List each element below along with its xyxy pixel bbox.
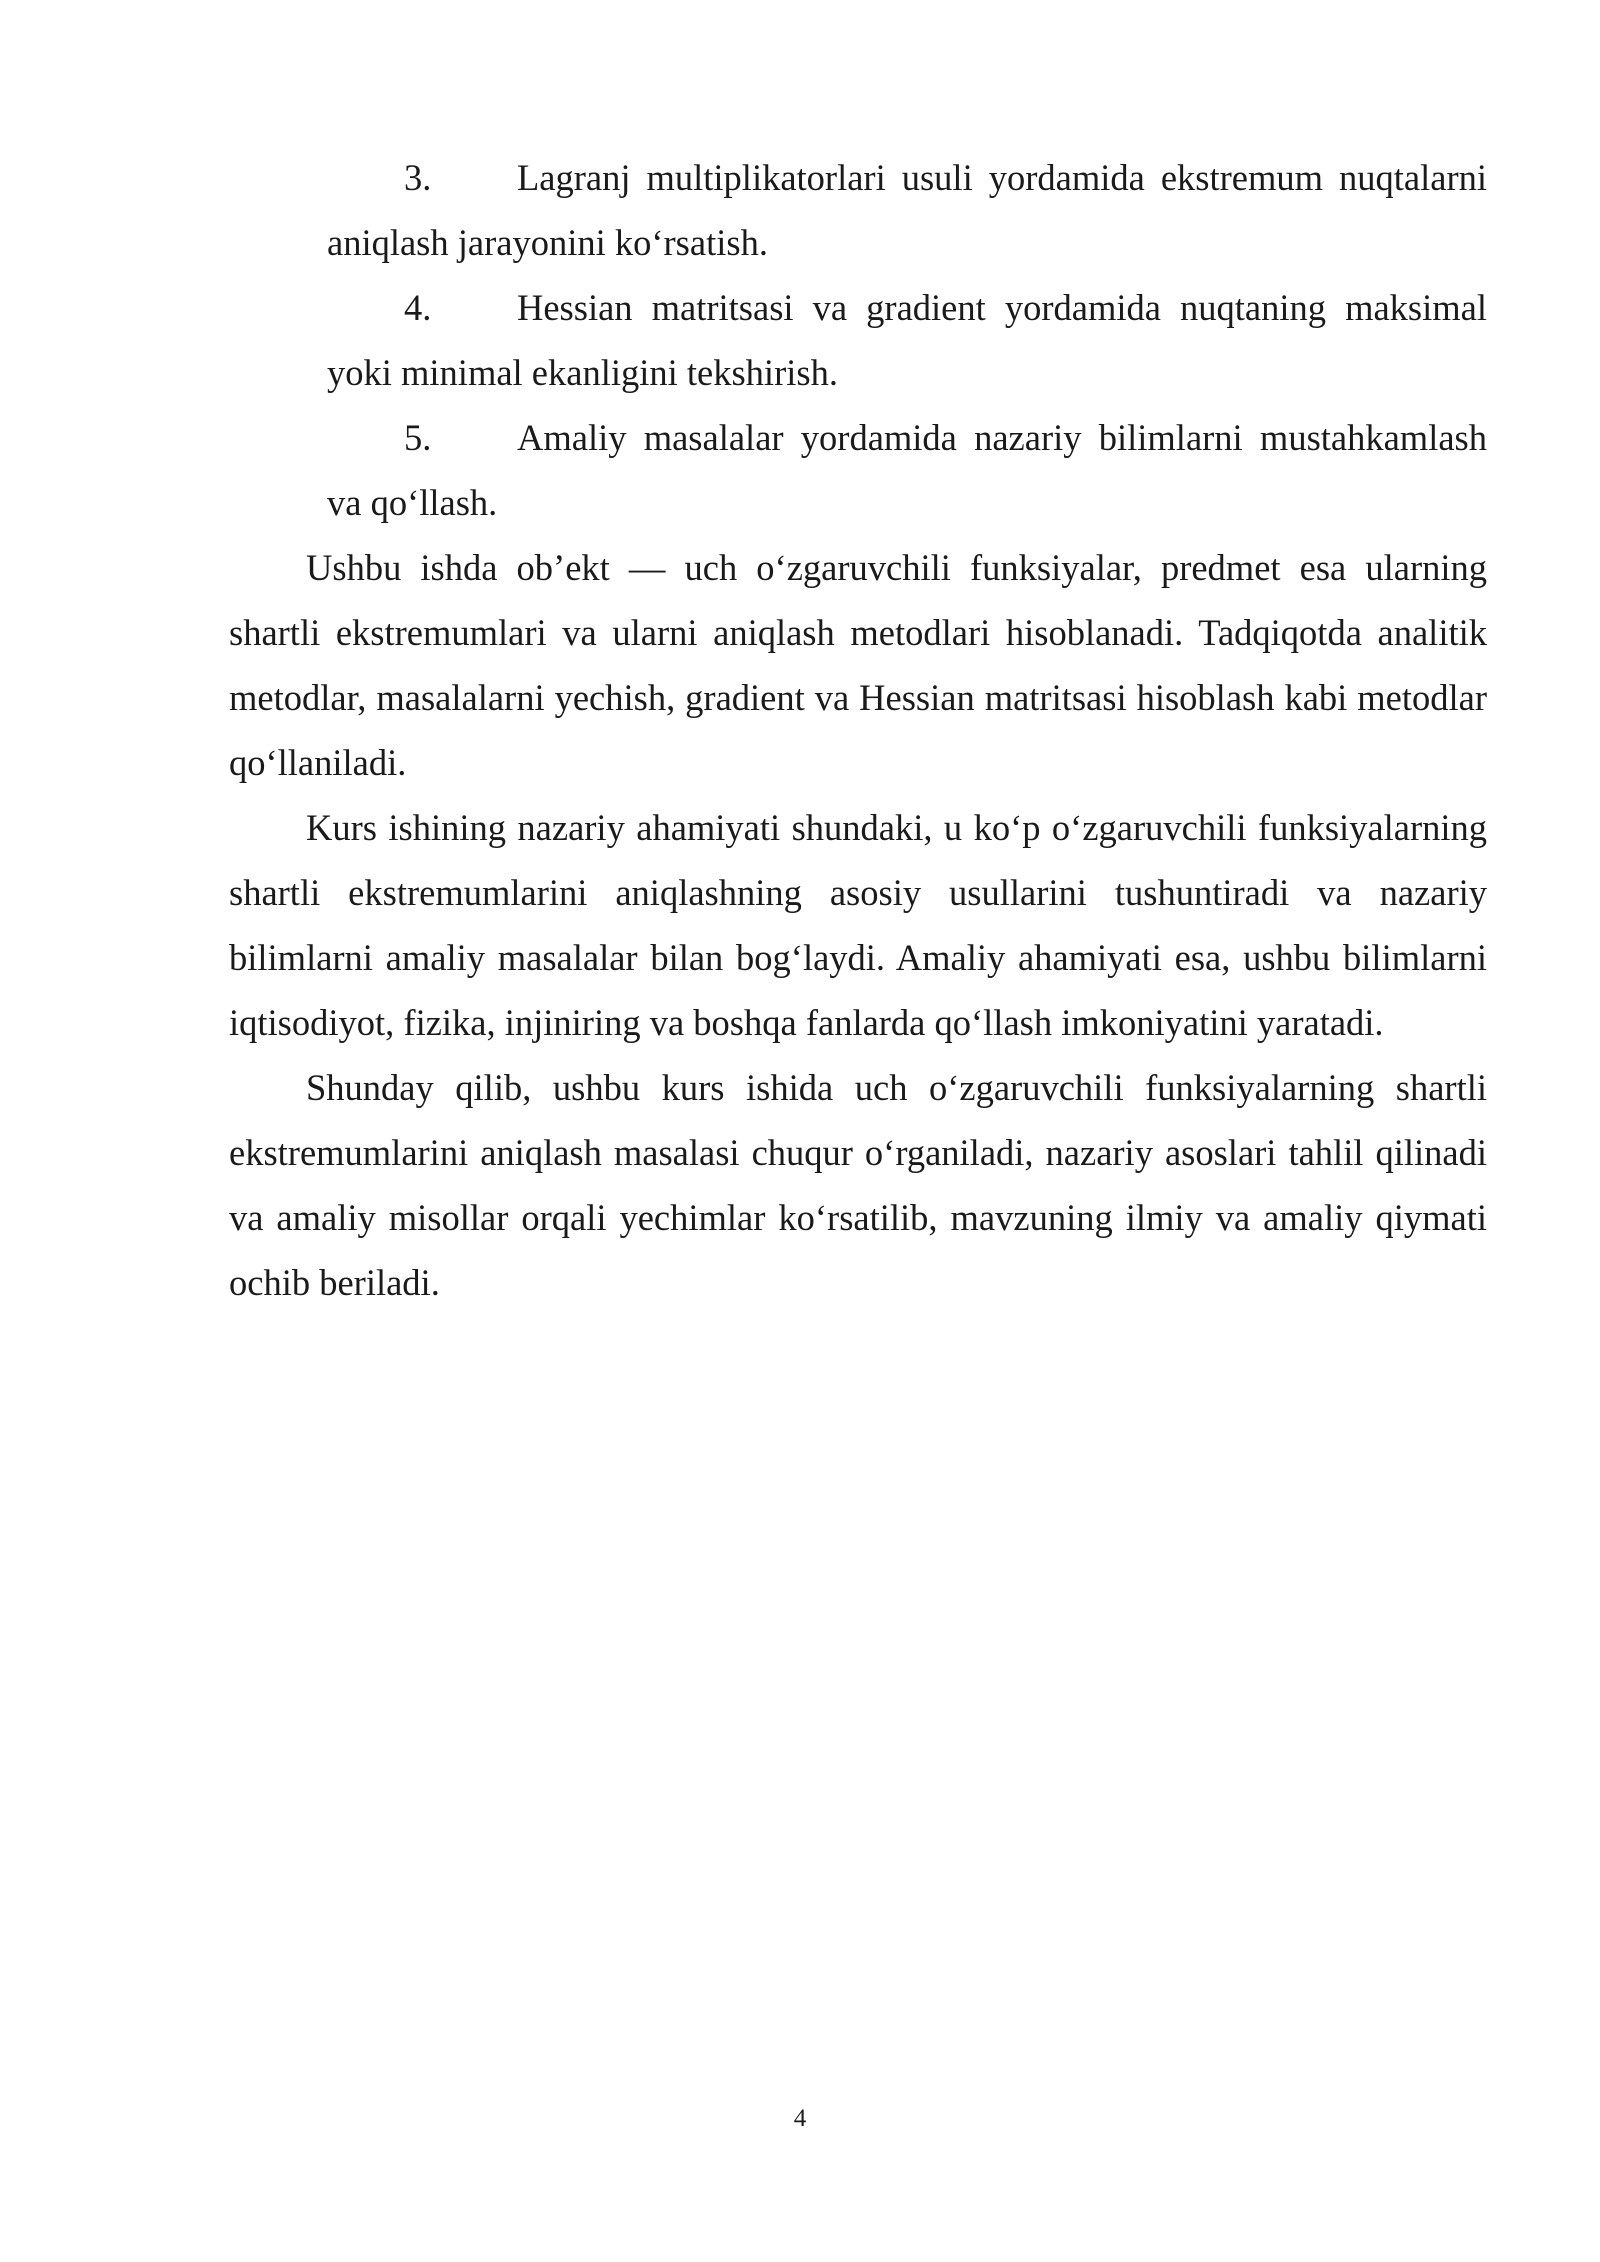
page-body — [229, 145, 1487, 1315]
list-item-number: 5. — [404, 417, 432, 458]
paragraph-conclusion: Shunday qilib, ushbu kurs ishida uch o‘zgaruvchili funksiyalarning shartli ekstremumlarini aniqlash masalasi chuqur o‘rganiladi, nazariy asoslari tahlil qilinadi va amaliy misollar orqali yechimlar ko‘rsatilib, mavzuning ilmiy va amaliy qiymati ochib beriladi. — [229, 1067, 1487, 1303]
paragraph-object-subject: Ushbu ishda ob’ekt — uch o‘zgaruvchili funksiyalar, predmet esa ularning shartli ekstremumlari va ularni aniqlash metodlari hisoblanadi. Tadqiqotda analitik metodlar, masalalarni yechish, gradient va Hessian matritsasi hisoblash kabi metodlar qo‘llaniladi. — [229, 547, 1487, 783]
list-item-continuation: va qo‘llash. — [327, 482, 498, 523]
numbered-list-item-4 — [229, 275, 1487, 405]
list-item-first-line — [327, 145, 1487, 210]
list-item-continuation: aniqlash jarayonini ko‘rsatish. — [327, 222, 768, 263]
page-number: 4 — [793, 2105, 807, 2132]
paragraph-significance: Kurs ishining nazariy ahamiyati shundaki, u ko‘p o‘zgaruvchili funksiyalarning shartli ekstremumlarini aniqlashning asosiy usullarini tushuntiradi va nazariy bilimlarni amaliy masalalar bilan bog‘laydi. Amaliy ahamiyati esa, ushbu bilimlarni iqtisodiyot, fizika, injiniring va boshqa fanlarda qo‘llash imkoniyatini yaratadi. — [229, 807, 1487, 1043]
list-item-text: Amaliy masalalar yordamida nazariy bilimlarni mustahkamlash — [517, 417, 1487, 458]
list-item-first-line — [327, 275, 1487, 340]
list-item-first-line — [327, 405, 1487, 470]
numbered-list-item-3 — [229, 145, 1487, 275]
numbered-list-item-5 — [229, 405, 1487, 535]
list-item-number: 3. — [404, 157, 432, 198]
list-item-text: Lagranj multiplikatorlari usuli yordamida ekstremum nuqtalarni — [517, 157, 1487, 198]
list-item-text: Hessian matritsasi va gradient yordamida nuqtaning maksimal — [517, 287, 1487, 328]
list-item-continuation: yoki minimal ekanligini tekshirish. — [327, 352, 838, 393]
list-item-number: 4. — [404, 287, 432, 328]
